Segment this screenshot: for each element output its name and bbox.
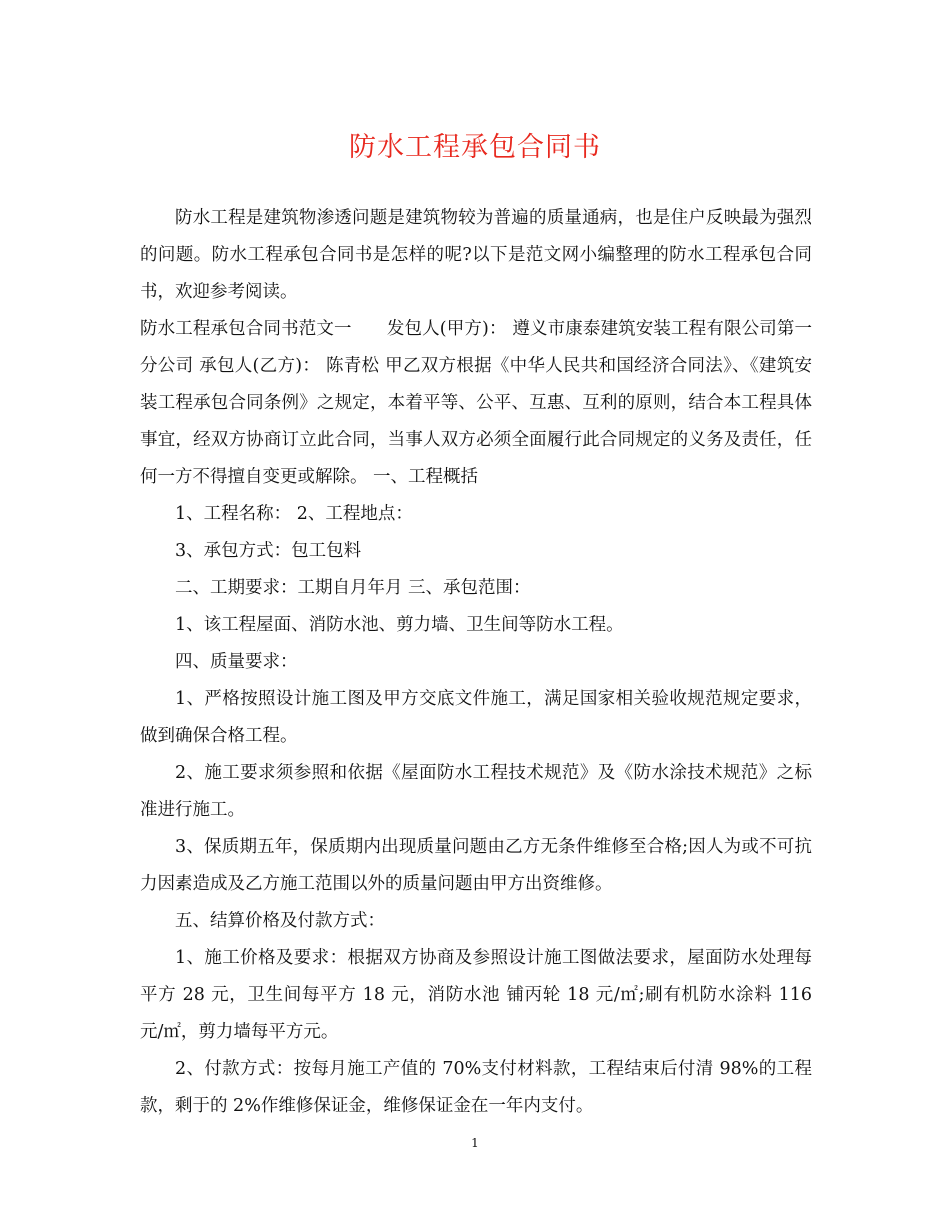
paragraph-schedule: 二、工期要求：工期自月年月 三、承包范围： [175,578,531,598]
paragraph-scope: 1、该工程屋面、消防水池、剪力墙、卫生间等防水工程。 [175,615,624,635]
paragraph-project-name: 1、工程名称： 2、工程地点： [175,504,413,524]
document-title: 防水工程承包合同书 [349,132,601,163]
paragraph-quality-2: 2、施工要求须参照和依据《屋面防水工程技术规范》及《防水涂技术规范》之标准进行施工。 [140,763,812,820]
page-number: 1 [471,1136,479,1150]
paragraph-payment-heading: 五、结算价格及付款方式： [175,911,385,931]
document-body [140,200,812,1125]
paragraph-intro: 防水工程是建筑物渗透问题是建筑物较为普遍的质量通病，也是住户反映最为强烈的问题。防水工程承包合同书是怎样的呢?以下是范文网小编整理的防水工程承包合同书，欢迎参考阅读。 [140,208,812,302]
paragraph-quality-1: 1、严格按照设计施工图及甲方交底文件施工，满足国家相关验收规范规定要求，做到确保合格工程。 [140,689,812,746]
paragraph-parties: 防水工程承包合同书范文一 发包人(甲方)： 遵义市康泰建筑安装工程有限公司第一分公司 承包人(乙方)： 陈青松 甲乙双方根据《中华人民共和国经济合同法》、《建筑安装工程承包合同条例》之规定，本着平等、公平、互惠、互利的原则，结合本工程具体事宜，经双方协商订立此合同，当事人双方必须全面履行此合同规定的义务及责任，任何一方不得擅自变更或解除。 一、工程概括 [140,319,812,487]
paragraph-payment-2: 2、付款方式：按每月施工产值的 70%支付材料款，工程结束后付清 98%的工程款，剩于的 2%作维修保证金，维修保证金在一年内支付。 [140,1059,812,1116]
paragraph-quality-heading: 四、质量要求： [175,652,298,672]
paragraph-contract-method: 3、承包方式：包工包料 [175,541,362,561]
paragraph-quality-3: 3、保质期五年，保质期内出现质量问题由乙方无条件维修至合格;因人为或不可抗力因素造成及乙方施工范围以外的质量问题由甲方出资维修。 [140,837,812,894]
paragraph-payment-1: 1、施工价格及要求：根据双方协商及参照设计施工图做法要求，屋面防水处理每平方 28 元，卫生间每平方 18 元，消防水池 铺丙轮 18 元/㎡;刷有机防水涂料 116 元/㎡，剪力墙每平方元。 [140,948,812,1042]
